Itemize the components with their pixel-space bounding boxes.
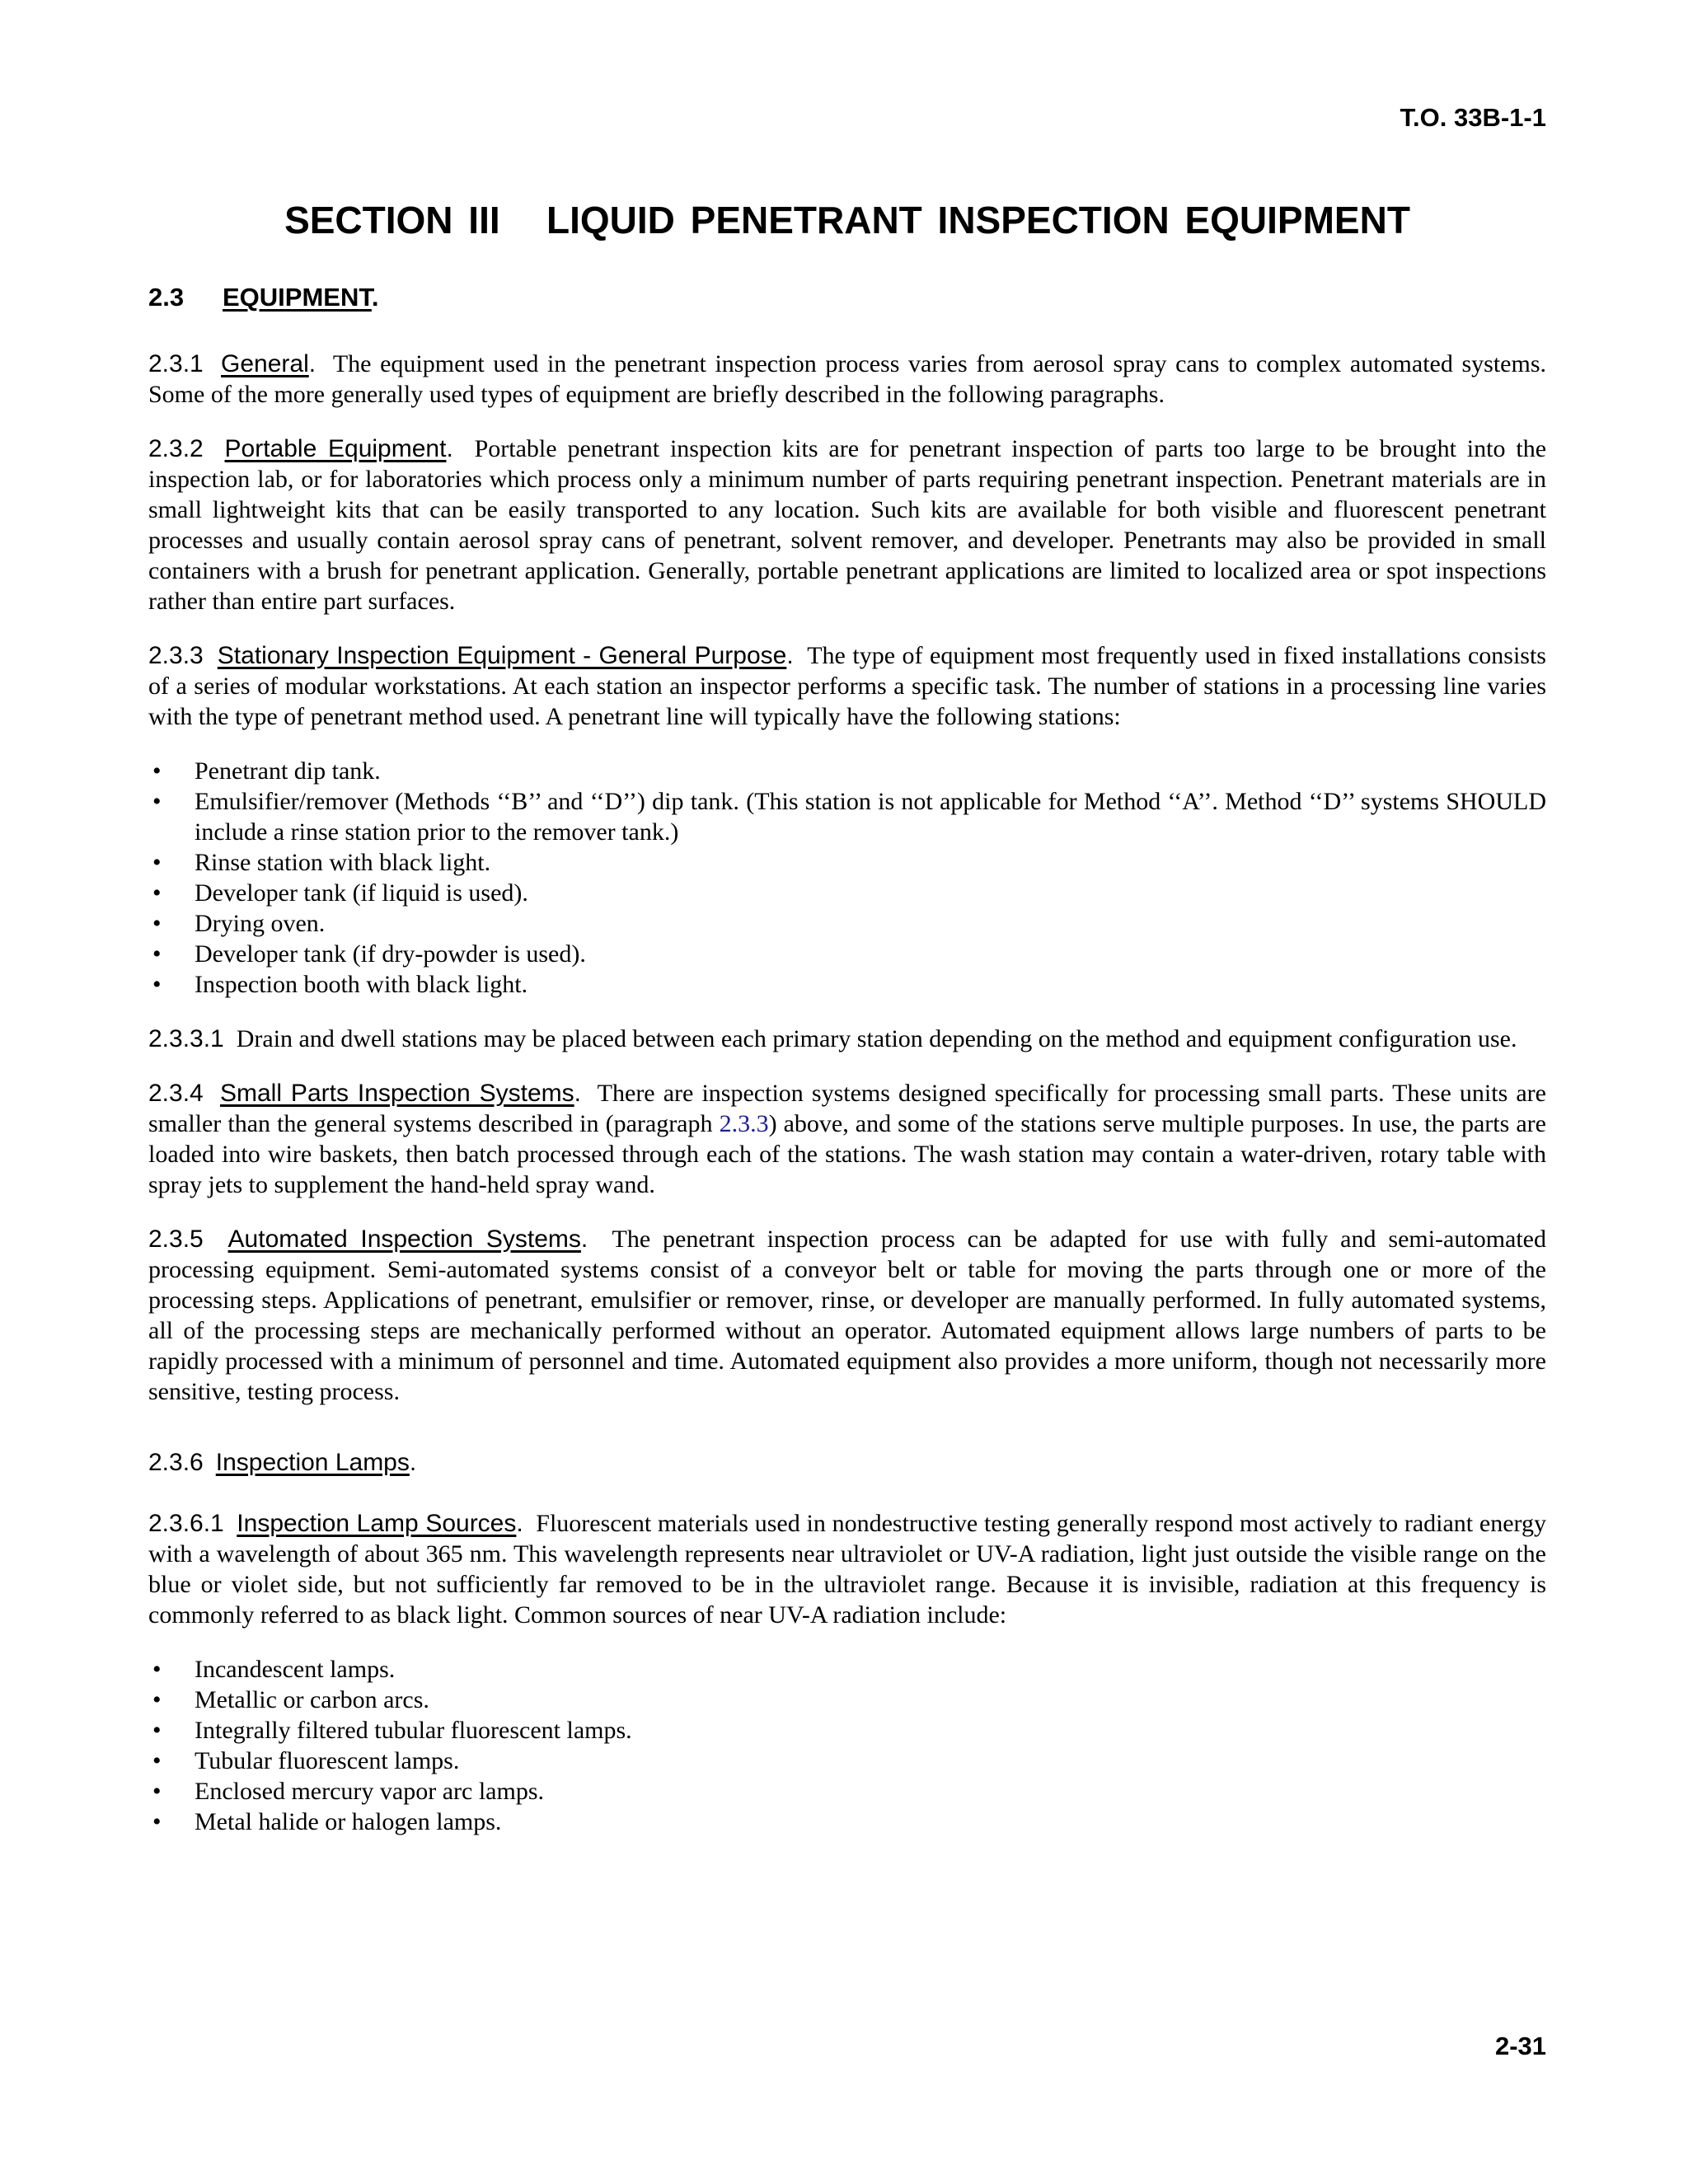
heading-title: EQUIPMENT [223,283,372,312]
list-item: • Developer tank (if dry-powder is used). [152,940,586,968]
bullet-icon: • [152,971,162,998]
paragraph-title: Portable Equipment [224,435,447,462]
section-title-text: SECTION III LIQUID PENETRANT INSPECTION EQUIPMENT [284,199,1410,241]
paragraph-title: Inspection Lamp Sources [237,1510,517,1537]
section-title [148,198,1546,242]
bullet-icon: • [152,910,162,937]
paragraph-number: 2.3.3.1 [148,1025,224,1052]
paragraph-2-3-1: 2.3.1 General. The equipment used in the penetrant inspection process varies from aerosol spray cans to complex automated systems. Some of the more generally used types of equipment are briefly described in the following paragraphs. [148,350,1546,408]
bullet-icon: • [152,1808,162,1835]
bullet-icon: • [152,849,162,876]
list-item: • Tubular fluorescent lamps. [152,1747,460,1774]
paragraph-number: 2.3.1 [148,350,204,377]
list-item: • Inspection booth with black light. [152,971,528,998]
bullet-icon: • [152,1778,162,1805]
list-item: • Developer tank (if liquid is used). [152,879,528,907]
bullet-icon: • [152,1717,162,1744]
paragraph-2-3-3: 2.3.3 Stationary Inspection Equipment - General Purpose. The type of equipment most frequently used in fixed installations consists of a series of modular workstations. At each station an inspector performs a specific task. The number of stations in a processing line varies with the type of penetrant method used. A penetrant line will typically have the following stations: [148,642,1546,730]
bullet-icon: • [152,879,162,907]
paragraph-text-continued: ) above, and some of the stations serve multiple purposes. In use, the parts are loaded into wire baskets, then batch processed through each of the stations. The wash station may contain a water-driven, rotary table with spray jets to supplement the hand-held spray wand. [148,1110,1546,1198]
document-id: T.O. 33B-1-1 [1400,103,1546,132]
paragraph-number: 2.3.6.1 [148,1510,224,1537]
bullet-icon: • [152,1747,162,1774]
list-item: • Emulsifier/remover (Methods ‘‘B’’ and ‘‘D’’) dip tank. (This station is not applicable for Method ‘‘A’’. Method ‘‘D’’ systems SHOULD include a rinse station prior to the remover tank.) [152,788,1546,846]
paragraph-text: The penetrant inspection process can be adapted for use with fully and semi-automated processing equipment. Semi-automated systems consist of a conveyor belt or table for moving the parts through one or more of the processing steps. Applications of penetrant, emulsifier or remover, rinse, or developer are manually performed. In fully automated systems, all of the processing steps are mechanically performed without an operator. Automated equipment allows large numbers of parts to be rapidly processed with a minimum of personnel and time. Automated equipment also provides a more uniform, though not necessarily more sensitive, testing process. [148,1226,1546,1405]
list-item: • Penetrant dip tank. [152,757,381,785]
paragraph-text: There are inspection systems designed specifically for processing small parts. These units are smaller than the general systems described in (paragraph [148,1080,1546,1137]
list-item: • Incandescent lamps. [152,1656,396,1683]
paragraph-text: Portable penetrant inspection kits are for penetrant inspection of parts too large to be brought into the inspection lab, or for laboratories which process only a minimum number of parts requiring penetrant inspection. Penetrant materials are in small lightweight kits that can be easily transported to any location. Such kits are available for both visible and fluorescent penetrant processes and usually contain aerosol spray cans of penetrant, solvent remover, and developer. Penetrants may also be provided in small containers with a brush for penetrant application. Generally, portable penetrant applications are limited to localized area or spot inspections rather than entire part surfaces. [148,435,1547,615]
document-body [148,283,1546,1861]
paragraph-2-3-3-link[interactable]: 2.3.3 [719,1110,769,1137]
paragraph-number: 2.3.3 [148,642,204,669]
bullet-icon: • [152,1686,162,1713]
list-item: • Metal halide or halogen lamps. [152,1808,502,1835]
paragraph-title: Small Parts Inspection Systems [219,1080,574,1107]
paragraph-2-3-2: 2.3.2 Portable Equipment. Portable penetrant inspection kits are for penetrant inspection of parts too large to be brought into the inspection lab, or for laboratories which process only a minimum number of parts requiring penetrant inspection. Penetrant materials are in small lightweight kits that can be easily transported to any location. Such kits are available for both visible and fluorescent penetrant processes and usually contain aerosol spray cans of penetrant, solvent remover, and developer. Penetrants may also be provided in small containers with a brush for penetrant application. Generally, portable penetrant applications are limited to localized area or spot inspections rather than entire part surfaces. [148,435,1547,615]
paragraph-number: 2.3.6 [148,1449,204,1476]
list-item: • Drying oven. [152,910,326,937]
heading-number: 2.3 [148,283,185,312]
bullet-icon: • [152,788,162,815]
paragraph-2-3-6-1: 2.3.6.1 Inspection Lamp Sources. Fluorescent materials used in nondestructive testing generally respond most actively to radiant energy with a wavelength of about 365 nm. This wavelength represents near ultraviolet or UV-A radiation, light just outside the visible range on the blue or violet side, but not sufficiently far removed to be in the ultraviolet range. Because it is invisible, radiation at this frequency is commonly referred to as black light. Common sources of near UV-A radiation include: [148,1510,1546,1629]
bullet-icon: • [152,940,162,968]
paragraph-title: Automated Inspection Systems [227,1226,581,1253]
list-item: • Metallic or carbon arcs. [152,1686,429,1713]
paragraph-text: Fluorescent materials used in nondestructive testing generally respond most actively to radiant energy with a wavelength of about 365 nm. This wavelength represents near ultraviolet or UV-A radiation, light just outside the visible range on the blue or violet side, but not sufficiently far removed to be in the ultraviolet range. Because it is invisible, radiation at this frequency is commonly referred to as black light. Common sources of near UV-A radiation include: [148,1510,1546,1629]
paragraph-2-3-5: 2.3.5 Automated Inspection Systems. The penetrant inspection process can be adapted for use with fully and semi-automated processing equipment. Semi-automated systems consist of a conveyor belt or table for moving the parts through one or more of the processing steps. Applications of penetrant, emulsifier or remover, rinse, or developer are manually performed. In fully automated systems, all of the processing steps are mechanically performed without an operator. Automated equipment allows large numbers of parts to be rapidly processed with a minimum of personnel and time. Automated equipment also provides a more uniform, though not necessarily more sensitive, testing process. [148,1226,1546,1405]
paragraph-number: 2.3.2 [148,435,204,462]
paragraph-title: General [221,350,309,377]
paragraph-2-3-4: 2.3.4 Small Parts Inspection Systems. There are inspection systems designed specifically for processing small parts. These units are smaller than the general systems described in (paragraph 2.3.3) above, and some of the stations serve multiple purposes. In use, the parts are loaded into wire baskets, then batch processed through each of the stations. The wash station may contain a water-driven, rotary table with spray jets to supplement the hand-held spray wand. [148,1080,1546,1198]
paragraph-title: Stationary Inspection Equipment - General Purpose [217,642,787,669]
paragraph-2-3-3-1 [148,1024,1546,1054]
paragraph-text: Drain and dwell stations may be placed between each primary station depending on the method and equipment configuration use. [236,1025,1517,1052]
paragraph-text: The equipment used in the penetrant inspection process varies from aerosol spray cans to complex automated systems. Some of the more generally used types of equipment are briefly described in the following paragraphs. [148,350,1546,408]
list-item: • Integrally filtered tubular fluorescent lamps. [152,1717,632,1744]
heading-suffix: . [371,283,379,312]
page-number: 2-31 [1494,2032,1546,2060]
paragraph-2-3-6: 2.3.6 Inspection Lamps. [148,1449,417,1476]
heading-equipment [148,283,1546,312]
lamp-source-list [148,1654,1546,1837]
bullet-icon: • [152,757,162,785]
list-item: • Enclosed mercury vapor arc lamps. [152,1778,544,1805]
station-list [148,756,1546,1000]
list-item: • Rinse station with black light. [152,849,491,876]
bullet-icon: • [152,1656,162,1683]
paragraph-number: 2.3.5 [148,1226,204,1253]
paragraph-text: The type of equipment most frequently used in fixed installations consists of a series of modular workstations. At each station an inspector performs a specific task. The number of stations in a processing line varies with the type of penetrant method used. A penetrant line will typically have the following stations: [148,642,1546,730]
paragraph-title: Inspection Lamps [215,1449,410,1476]
paragraph-number: 2.3.4 [148,1080,204,1107]
